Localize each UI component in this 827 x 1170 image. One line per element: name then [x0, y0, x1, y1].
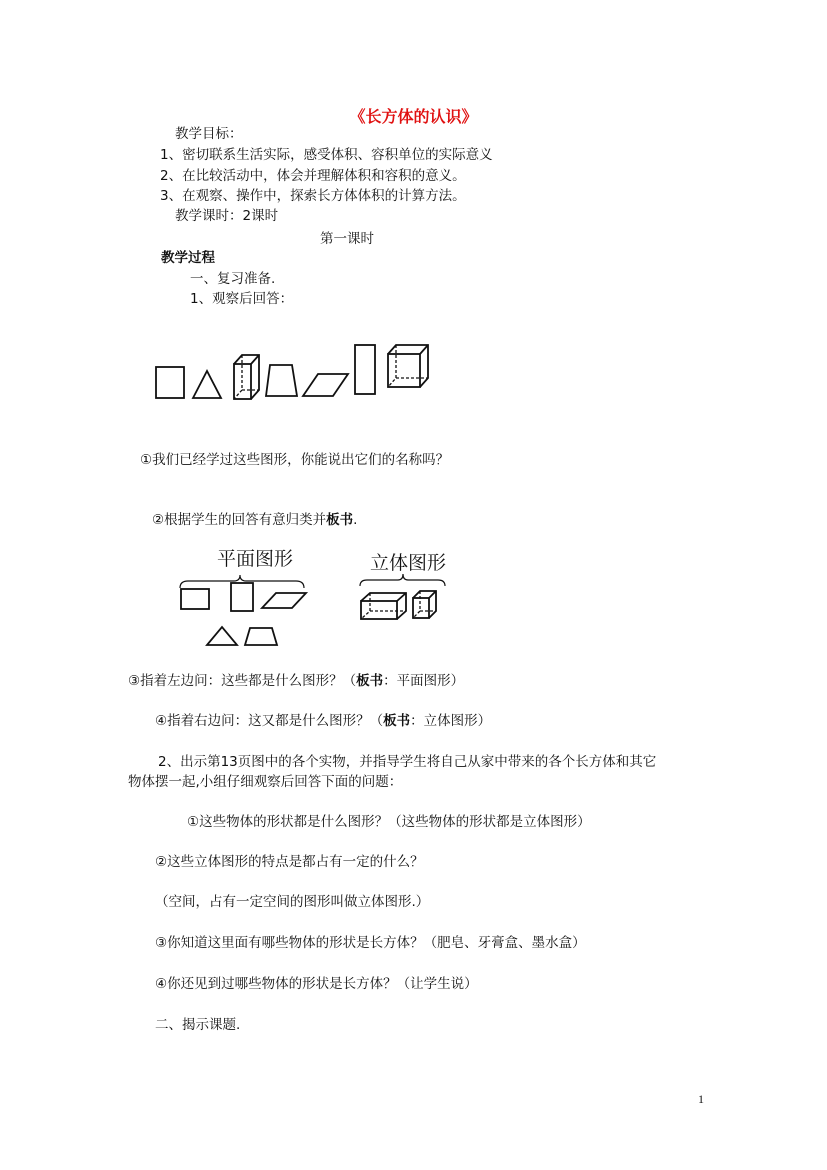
parallelogram-shape	[303, 374, 348, 396]
paragraph-4	[155, 715, 491, 729]
section-2-line-2: 物体摆一起,小组仔细观察后回答下面的问题：	[128, 774, 403, 790]
solid-cuboid	[361, 593, 406, 619]
triangle-shape	[193, 371, 221, 398]
plane-tall-rectangle	[231, 583, 253, 611]
plane-rectangle	[181, 589, 209, 609]
solid-cube	[413, 591, 436, 618]
answer-1: ①这些物体的形状都是什么图形？（这些物体的形状都是立体图形）	[187, 814, 591, 830]
paragraph-4-end: ：立体图形）	[410, 713, 492, 729]
rectangle-shape	[355, 345, 375, 394]
plane-trapezoid	[245, 628, 277, 645]
paragraph-2-end: .	[353, 512, 358, 528]
classification-diagram	[170, 543, 450, 653]
cube-shape	[388, 345, 428, 387]
paragraph-2-bold: 板书	[326, 512, 354, 528]
page-number: 1	[698, 1092, 704, 1106]
answer-3: ③你知道这里面有哪些物体的形状是长方体？（肥皂、牙膏盒、墨水盒）	[155, 935, 586, 951]
trapezoid-shape	[266, 365, 297, 396]
document-title: 《长方体的认识》	[349, 107, 478, 126]
paragraph-3-text: ③指着左边问：这些都是什么图形？（	[128, 673, 357, 689]
solid-shapes-label: 立体图形	[370, 552, 447, 574]
process-heading: 教学过程	[161, 250, 215, 266]
answer-2-response: （空间，占有一定空间的图形叫做立体图形.）	[155, 894, 430, 910]
paragraph-3-end: ：平面图形）	[383, 673, 465, 689]
paragraph-3-bold: 板书	[356, 673, 384, 689]
paragraph-2	[152, 514, 357, 528]
question-1: 1、观察后回答：	[190, 291, 294, 307]
shapes-row-figure	[150, 338, 440, 408]
answer-4: ④你还见到过哪些物体的形状是长方体？（让学生说）	[155, 976, 478, 992]
objective-2: 2、在比较活动中，体会并理解体积和容积的意义。	[160, 168, 466, 184]
objective-1: 1、密切联系生活实际，感受体积、容积单位的实际意义	[160, 147, 493, 163]
review-heading: 一、复习准备.	[190, 271, 276, 287]
plane-triangle	[207, 627, 237, 645]
paragraph-2-text: ②根据学生的回答有意归类并	[152, 512, 327, 528]
square-shape	[156, 367, 184, 398]
plane-shapes-label: 平面图形	[217, 548, 294, 570]
answer-2: ②这些立体图形的特点是都占有一定的什么？	[155, 854, 424, 870]
teaching-hours: 教学课时：2课时	[175, 208, 279, 224]
lesson-heading: 第一课时	[320, 231, 374, 247]
paragraph-3	[128, 675, 464, 689]
objective-3: 3、在观察、操作中，探索长方体体积的计算方法。	[160, 188, 466, 204]
solid-brace	[360, 574, 445, 586]
paragraph-4-text: ④指着右边问：这又都是什么图形？（	[155, 713, 384, 729]
paragraph-4-bold: 板书	[383, 713, 411, 729]
tall-cuboid-shape	[234, 355, 259, 399]
paragraph-1: ①我们已经学过这些图形，你能说出它们的名称吗？	[140, 452, 450, 468]
objectives-heading: 教学目标：	[175, 126, 243, 142]
section-2-heading: 二、揭示课题.	[155, 1017, 241, 1033]
plane-parallelogram	[262, 593, 306, 608]
plane-brace	[180, 575, 304, 588]
section-2-line-1: 2、出示第13页图中的各个实物，并指导学生将自己从家中带来的各个长方体和其它	[158, 754, 657, 770]
